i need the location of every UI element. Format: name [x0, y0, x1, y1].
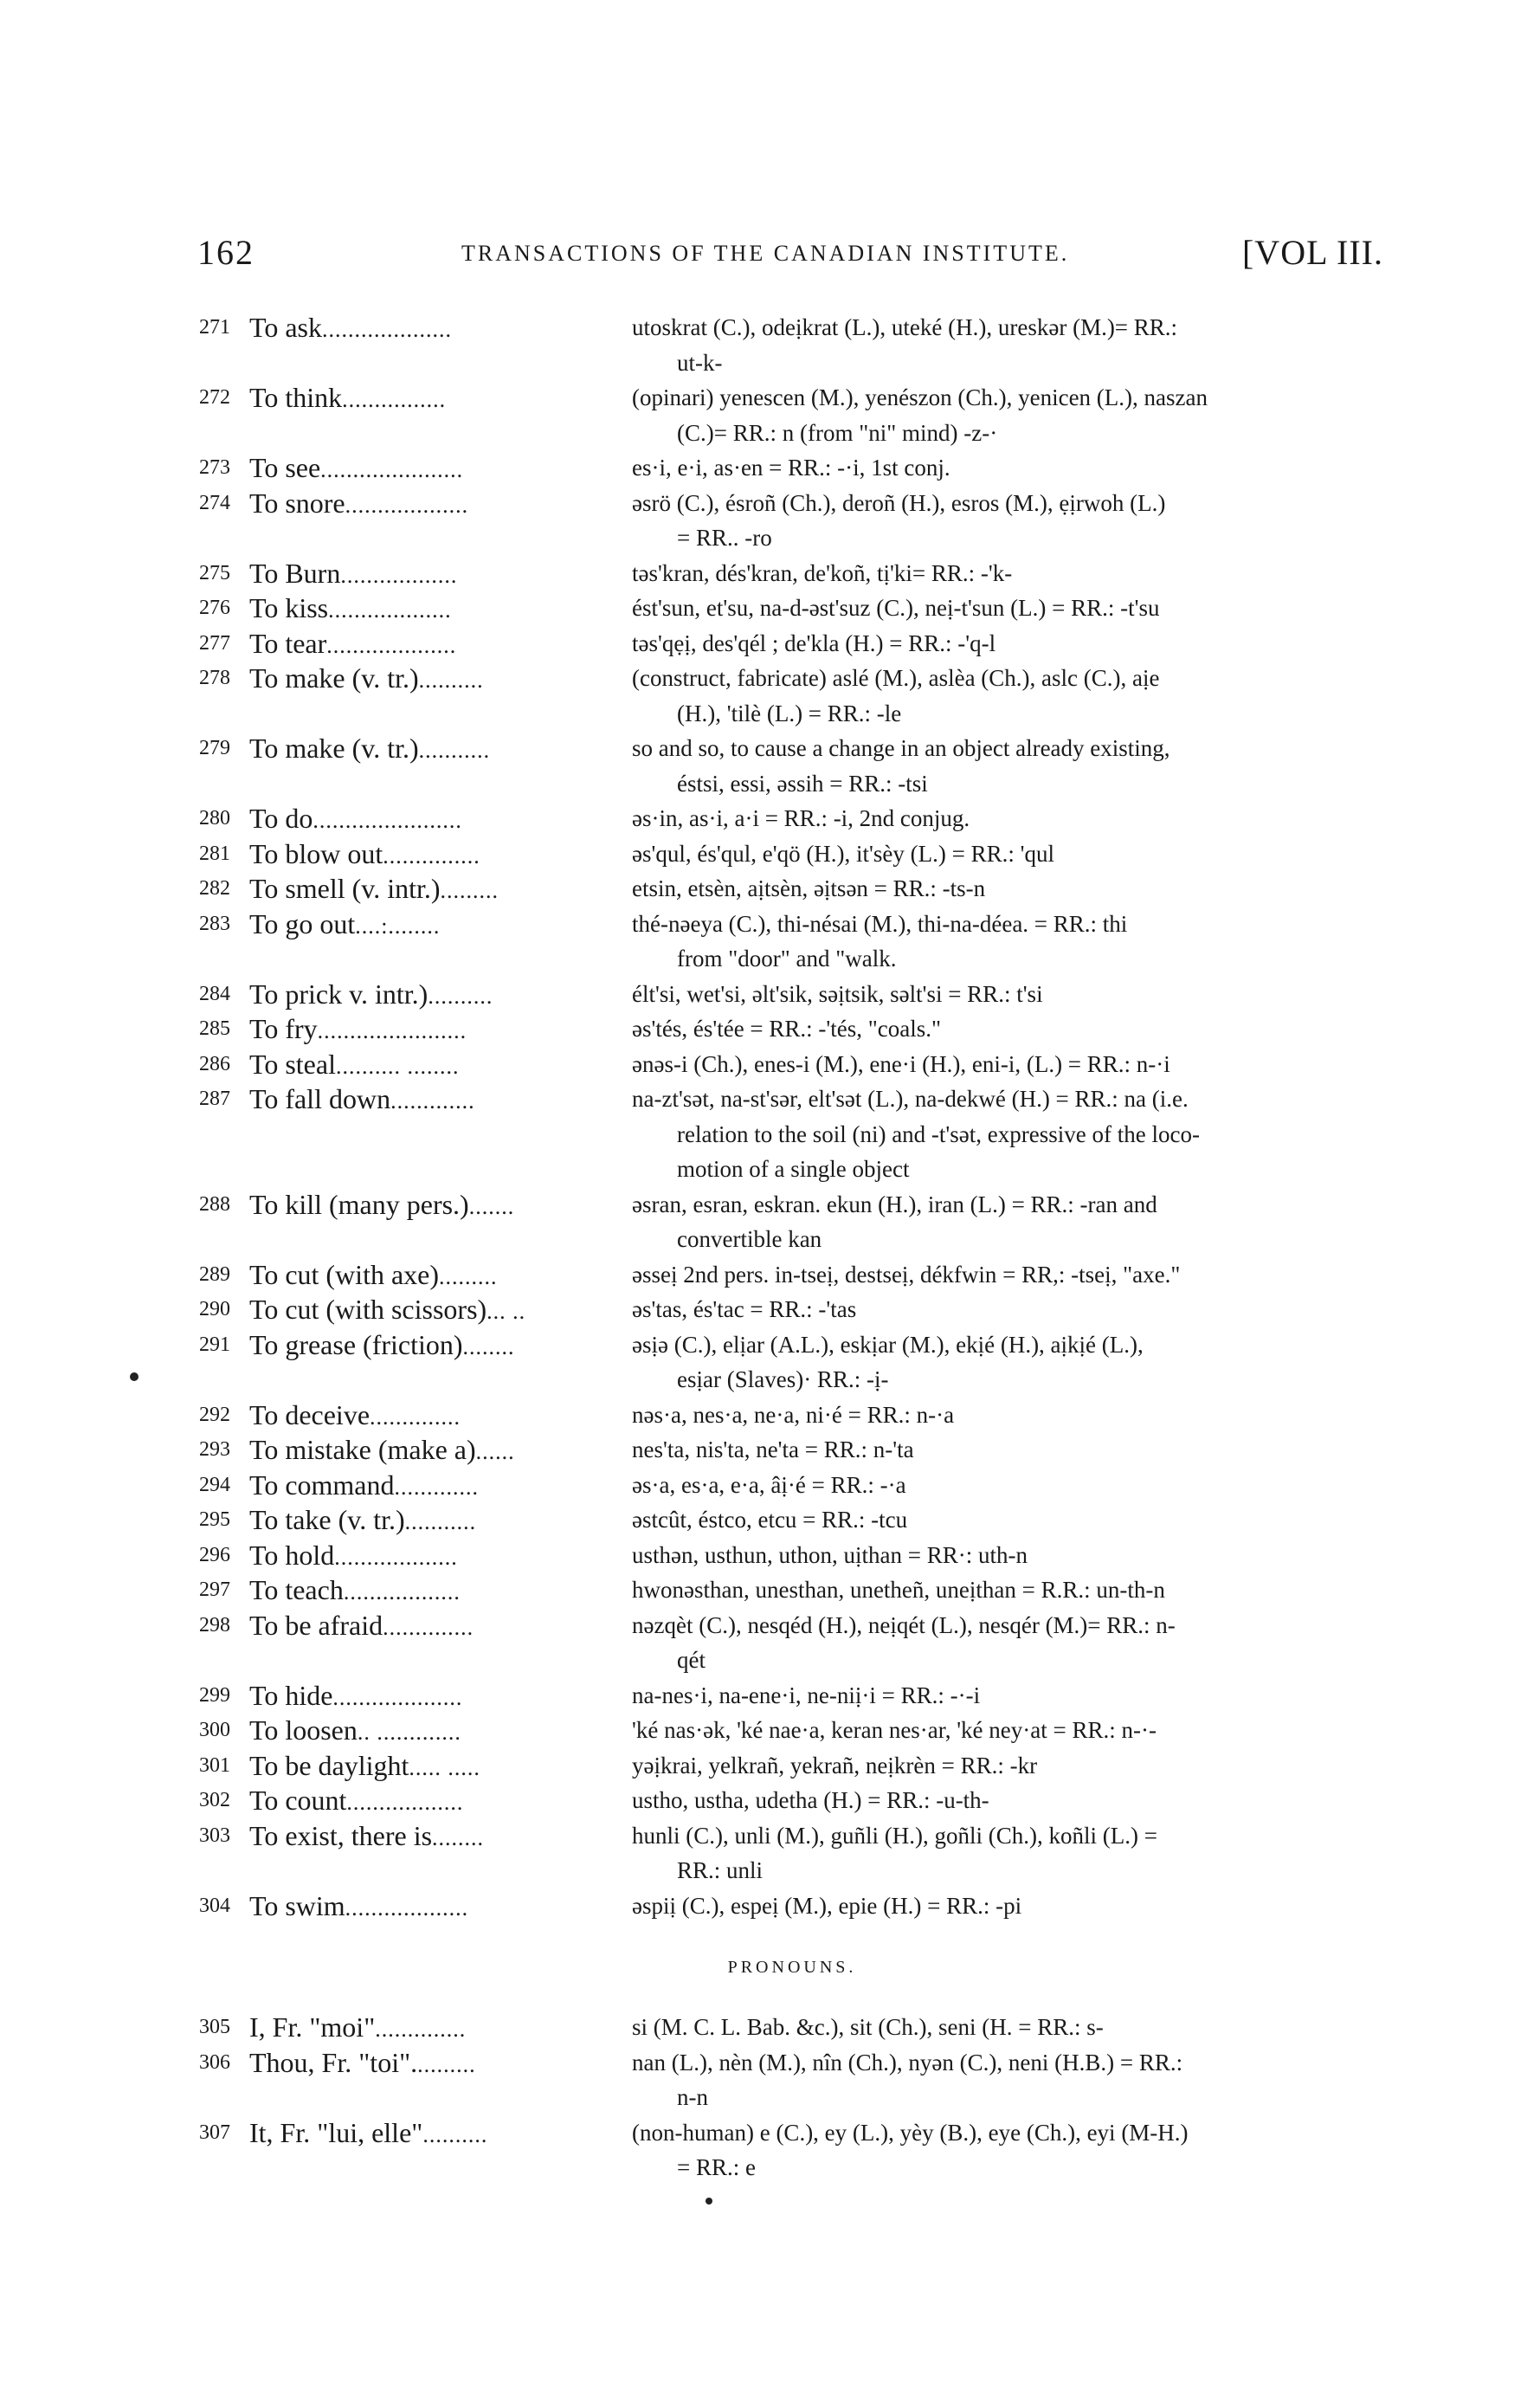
headword-text: To swim: [249, 1889, 345, 1921]
entry-line: [199, 801, 1385, 836]
entry-definition: əs'qul, és'qul, e'qö (H.), it'sèy (L.) = RR.: 'qul: [632, 840, 1054, 867]
entry-headword: [249, 380, 446, 418]
entry-definition: nan (L.), nèn (M.), nîn (Ch.), nyən (C.), neni (H.B.) = RR.:: [632, 2049, 1183, 2076]
entry-headword: [249, 1327, 515, 1365]
entry-line: [199, 310, 1385, 345]
headword-text: To exist, there is: [249, 1819, 433, 1851]
entry-number: 293: [199, 1438, 230, 1461]
entry-definition: hwonəsthan, unesthan, unetheñ, uneịthan = R.R.: un-th-n: [632, 1577, 1165, 1603]
entry-definition: convertible kan: [677, 1226, 822, 1252]
leader-dots: .........: [440, 878, 499, 903]
entry-definition: utoskrat (C.), odeịkrat (L.), uteké (H.), ureskər (M.)= RR.:: [632, 314, 1178, 340]
entry-line: [199, 907, 1385, 942]
entry-headword: [249, 1538, 458, 1576]
entry-definition: ést'sun, et'su, na-d-əst'suz (C.), neị-t'sun (L.) = RR.: -t'su: [632, 595, 1160, 621]
entry-definition: əspiị (C.), espeị (M.), epie (H.) = RR.: -pi: [632, 1892, 1022, 1919]
entry-definition: ut-k-: [677, 349, 723, 376]
entry-number: 272: [199, 386, 230, 409]
leader-dots: ..................: [346, 1790, 464, 1815]
entry-number: 283: [199, 912, 230, 935]
leader-dots: ...............: [383, 842, 480, 868]
headword-text: To Burn: [249, 557, 341, 589]
footer-dot-mark: [706, 2198, 712, 2205]
vocab-entry: [199, 450, 1385, 486]
leader-dots: ..............: [370, 1404, 461, 1430]
entry-definition: si (M. C. L. Bab. &c.), sit (Ch.), seni (H. = RR.: s-: [632, 2014, 1104, 2040]
entry-definition: hunli (C.), unli (M.), guñli (H.), goñli (Ch.), koñli (L.) =: [632, 1822, 1157, 1849]
entry-definition: = RR.: e: [677, 2154, 756, 2180]
entry-definition: əsrö (C.), ésroñ (Ch.), deroñ (H.), esros (M.), ẹịrwoh (L.): [632, 489, 1166, 516]
entry-definition: (C.)= RR.: n (from "ni" mind) -z-·: [677, 419, 998, 446]
entry-line: [199, 2045, 1385, 2081]
leader-dots: ..............: [375, 2017, 467, 2042]
entry-number: 291: [199, 1333, 230, 1356]
headword-text: To prick v. intr.): [249, 978, 428, 1010]
headword-text: To go out: [249, 907, 356, 939]
entry-line: [199, 1818, 1385, 1854]
vocab-entry: [199, 1678, 1385, 1714]
entry-line: [199, 1187, 1385, 1223]
leader-dots: ...................: [345, 1895, 469, 1921]
entry-number: 303: [199, 1824, 230, 1847]
entry-headword: [249, 1257, 498, 1295]
entry-number: 298: [199, 1613, 230, 1637]
entry-line: [199, 1468, 1385, 1503]
entry-line: [199, 977, 1385, 1012]
section-heading-pronouns: PRONOUNS.: [727, 1958, 857, 1977]
vocab-entry: [199, 1327, 1385, 1398]
vocab-entry: [199, 1888, 1385, 1924]
headword-text: To be daylight: [249, 1749, 409, 1781]
entry-definition: əs'tés, és'tée = RR.: -'tés, "coals.": [632, 1016, 942, 1042]
entry-line: [199, 486, 1385, 521]
vocab-entry: [199, 1011, 1385, 1047]
headword-text: To see: [249, 452, 321, 483]
headword-text: To cut (with scissors): [249, 1294, 487, 1325]
entry-headword: [249, 1432, 515, 1470]
page-header: [197, 232, 1383, 284]
leader-dots: ...........: [404, 1509, 477, 1534]
vocab-entry: [199, 1538, 1385, 1573]
leader-dots: ..........: [418, 668, 484, 693]
headword-text: To teach: [249, 1574, 344, 1605]
volume-label: [VOL III.: [1241, 233, 1383, 272]
entry-line: [199, 2115, 1385, 2151]
entry-definition: élt'si, wet'si, əlt'sik, səịtsik, səlt'si = RR.: t'si: [632, 980, 1043, 1007]
entry-continuation-line: [199, 520, 1385, 556]
entry-definition: (construct, fabricate) aslé (M.), aslèa (Ch.), aslc (C.), aịe: [632, 665, 1160, 691]
vocab-entry: [199, 2115, 1385, 2185]
vocab-entry: [199, 1047, 1385, 1082]
vocab-entry: [199, 977, 1385, 1012]
vocab-entry: [199, 907, 1385, 977]
vocab-entry: [199, 1432, 1385, 1468]
vocab-entry: [199, 486, 1385, 556]
entry-headword: [249, 1502, 476, 1540]
entry-headword: [249, 836, 480, 875]
entry-line: [199, 1432, 1385, 1468]
entry-headword: [249, 556, 457, 594]
vocab-entry: [199, 836, 1385, 872]
entry-number: 274: [199, 491, 230, 514]
headword-text: To smell (v. intr.): [249, 873, 441, 904]
entry-definition: etsin, etsèn, aịtsèn, əịtsən = RR.: -ts-n: [632, 875, 986, 901]
entry-definition: thé-nəeya (C.), thi-nésai (M.), thi-na-déea. = RR.: thi: [632, 910, 1128, 937]
entry-number: 273: [199, 456, 230, 479]
entry-number: 284: [199, 982, 230, 1005]
vocab-entry: [199, 1081, 1385, 1187]
entry-continuation-line: [199, 1643, 1385, 1678]
entry-number: 306: [199, 2050, 230, 2074]
leader-dots: ..................: [340, 562, 458, 588]
entry-definition: əs'tas, és'tac = RR.: -'tas: [632, 1296, 857, 1322]
entry-line: [199, 450, 1385, 486]
entry-definition: təs'kran, dés'kran, de'koñ, tị'ki= RR.: -'k-: [632, 559, 1013, 586]
entry-continuation-line: [199, 766, 1385, 802]
headword-text: To loosen: [249, 1714, 358, 1746]
leader-dots: ...................: [334, 1544, 458, 1570]
headword-text: I, Fr. "moi": [249, 2011, 376, 2043]
vocab-entry: [199, 1608, 1385, 1678]
entry-continuation-line: [199, 696, 1385, 732]
vocab-entry: [199, 1783, 1385, 1818]
headword-text: To steal: [249, 1048, 336, 1080]
entry-headword: [249, 1398, 461, 1436]
headword-text: To blow out: [249, 837, 383, 869]
page-number: 162: [197, 233, 255, 272]
headword-text: To ask: [249, 312, 322, 343]
vocab-entry: [199, 591, 1385, 626]
entry-definition: əsseị 2nd pers. in-tseị, destseị, dékfwin = RR,: -tseị, "axe.": [632, 1261, 1181, 1288]
entry-line: [199, 1398, 1385, 1433]
headword-text: To kiss: [249, 592, 329, 623]
vocabulary-list: [199, 310, 1385, 2185]
leader-dots: .......... ........: [335, 1053, 460, 1079]
entry-line: [199, 1081, 1385, 1117]
entry-number: 279: [199, 737, 230, 759]
entry-number: 275: [199, 561, 230, 584]
leader-dots: ......: [475, 1439, 515, 1464]
entry-headword: [249, 450, 463, 488]
vocab-entry: [199, 1713, 1385, 1748]
entry-continuation-line: [199, 2150, 1385, 2185]
entry-continuation-line: [199, 345, 1385, 381]
vocab-entry: [199, 661, 1385, 731]
entry-line: [199, 1292, 1385, 1327]
entry-definition: əstcût, éstco, etcu = RR.: -tcu: [632, 1507, 908, 1533]
headword-text: To grease (friction): [249, 1328, 463, 1360]
entry-number: 278: [199, 667, 230, 689]
entry-number: 280: [199, 807, 230, 830]
entry-headword: [249, 1187, 514, 1225]
entry-line: [199, 1502, 1385, 1538]
entry-definition: əs·a, es·a, e·a, âị·é = RR.: -·a: [632, 1471, 906, 1498]
entry-headword: [249, 661, 484, 699]
entry-definition: (non-human) e (C.), ey (L.), yèy (B.), eye (Ch.), eyi (M-H.): [632, 2119, 1189, 2146]
entry-number: 288: [199, 1192, 230, 1216]
entry-definition: esịar (Slaves)· RR.: -ị-: [677, 1366, 889, 1392]
entry-line: [199, 556, 1385, 591]
headword-text: To mistake (make a): [249, 1434, 476, 1465]
entry-headword: [249, 907, 440, 945]
entry-number: 286: [199, 1052, 230, 1075]
entry-definition: na-zt'sət, na-st'sər, elt'sət (L.), na-dekwé (H.) = RR.: na (i.e.: [632, 1086, 1189, 1112]
leader-dots: ....................: [321, 317, 452, 342]
vocab-entry: [199, 556, 1385, 591]
headword-text: To count: [249, 1785, 347, 1816]
entry-number: 295: [199, 1508, 230, 1531]
vocab-entry: [199, 1818, 1385, 1888]
entry-headword: [249, 1678, 462, 1716]
entry-headword: [249, 1713, 461, 1751]
entry-number: 276: [199, 597, 230, 619]
entry-definition: əsran, esran, eskran. ekun (H.), iran (L.) = RR.: -ran and: [632, 1191, 1157, 1217]
entry-headword: [249, 1292, 525, 1330]
entry-line: [199, 1608, 1385, 1643]
headword-text: To tear: [249, 627, 327, 659]
entry-definition: relation to the soil (ni) and -t'sət, expressive of the loco-: [677, 1120, 1200, 1147]
entry-headword: [249, 2010, 466, 2048]
entry-number: 287: [199, 1088, 230, 1110]
entry-continuation-line: [199, 2080, 1385, 2115]
entry-number: 277: [199, 631, 230, 655]
entry-headword: [249, 1783, 463, 1821]
leader-dots: .........: [439, 1263, 498, 1289]
vocab-entry: [199, 1398, 1385, 1433]
entry-definition: təs'qẹị, des'qél ; de'kla (H.) = RR.: -'q-l: [632, 629, 996, 656]
running-title: TRANSACTIONS OF THE CANADIAN INSTITUTE.: [461, 241, 1070, 266]
entry-headword: [249, 977, 493, 1015]
entry-line: [199, 1257, 1385, 1293]
entry-definition: 'ké nas·ək, 'ké nae·a, keran nes·ar, 'ké ney·at = RR.: n-·-: [632, 1717, 1157, 1743]
entry-definition: na-nes·i, na-ene·i, ne-niị·i = RR.: -·-i: [632, 1682, 981, 1708]
leader-dots: ...................: [328, 597, 452, 623]
entry-headword: [249, 1748, 480, 1786]
entry-definition: ustho, ustha, udetha (H.) = RR.: -u-th-: [632, 1787, 989, 1813]
entry-continuation-line: [199, 1853, 1385, 1888]
entry-number: 296: [199, 1543, 230, 1566]
entry-headword: [249, 1047, 459, 1085]
entry-headword: [249, 310, 452, 348]
entry-headword: [249, 626, 456, 664]
headword-text: To kill (many pers.): [249, 1188, 469, 1220]
vocab-entry: [199, 1468, 1385, 1503]
entry-number: 271: [199, 316, 230, 339]
headword-text: It, Fr. "lui, elle": [249, 2116, 423, 2148]
entry-continuation-line: [199, 1362, 1385, 1398]
entry-number: 301: [199, 1753, 230, 1777]
vocab-entry: [199, 1257, 1385, 1293]
entry-line: [199, 1783, 1385, 1818]
vocab-entry: [199, 1187, 1385, 1257]
entry-definition: əsịə (C.), elịar (A.L.), eskịar (M.), ekịé (H.), aịkịé (L.),: [632, 1331, 1144, 1358]
leader-dots: ........: [432, 1824, 485, 1850]
entry-definition: yəịkrai, yelkrañ, yekrañ, neịkrèn = RR.: -kr: [632, 1752, 1038, 1779]
entry-number: 289: [199, 1262, 230, 1286]
leader-dots: .........: [417, 2051, 476, 2077]
entry-line: [199, 1678, 1385, 1714]
entry-line: [199, 1888, 1385, 1924]
entry-continuation-line: [199, 941, 1385, 977]
leader-dots: ..........: [422, 2121, 488, 2147]
headword-text: To take (v. tr.): [249, 1504, 405, 1535]
entry-definition: éstsi, essi, əssih = RR.: -tsi: [677, 770, 928, 797]
entry-headword: [249, 801, 462, 839]
headword-text: To think: [249, 382, 343, 413]
leader-dots: ..................: [343, 1579, 461, 1604]
entry-line: [199, 1748, 1385, 1784]
entry-definition: qét: [677, 1647, 706, 1673]
entry-definition: (H.), 'tilè (L.) = RR.: -le: [677, 700, 902, 726]
entry-headword: [249, 1081, 475, 1120]
headword-text: To hide: [249, 1679, 333, 1711]
vocab-entry: [199, 871, 1385, 907]
vocab-entry: [199, 380, 1385, 450]
entry-definition: from "door" and "walk.: [677, 946, 897, 972]
vocab-entry: [199, 1292, 1385, 1327]
leader-dots: ....................: [326, 632, 457, 658]
entry-number: 305: [199, 2016, 230, 2038]
entry-line: [199, 1047, 1385, 1082]
leader-dots: ................: [342, 387, 447, 412]
entry-definition: so and so, to cause a change in an object already existing,: [632, 735, 1170, 761]
entry-definition: = RR.. -ro: [677, 525, 772, 551]
entry-line: [199, 836, 1385, 872]
entry-number: 307: [199, 2121, 230, 2144]
headword-text: Thou, Fr. "toi".: [249, 2046, 418, 2078]
headword-text: To hold: [249, 1539, 335, 1571]
entry-definition: nes'ta, nis'ta, ne'ta = RR.: n-'ta: [632, 1436, 914, 1462]
leader-dots: .............: [390, 1088, 475, 1114]
headword-text: To make (v. tr.): [249, 733, 419, 764]
entry-line: [199, 661, 1385, 696]
entry-definition: RR.: unli: [677, 1857, 764, 1883]
entry-line: [199, 2010, 1385, 2045]
entry-headword: [249, 1572, 461, 1611]
entry-headword: [249, 1888, 468, 1927]
entry-number: 294: [199, 1473, 230, 1496]
leader-dots: .. .............: [357, 1720, 461, 1745]
leader-dots: ....................: [332, 1684, 463, 1710]
entry-continuation-line: [199, 416, 1385, 451]
leader-dots: .............: [394, 1474, 479, 1500]
entry-line: [199, 871, 1385, 907]
entry-line: [199, 1572, 1385, 1608]
entry-line: [199, 380, 1385, 416]
leader-dots: ..............: [383, 1614, 474, 1640]
entry-number: 297: [199, 1578, 230, 1601]
entry-headword: [249, 486, 468, 524]
headword-text: To cut (with axe): [249, 1258, 440, 1290]
entry-number: 285: [199, 1017, 230, 1040]
entry-continuation-line: [199, 1222, 1385, 1257]
entry-line: [199, 1713, 1385, 1748]
vocab-entry: [199, 2045, 1385, 2115]
entry-line: [199, 731, 1385, 766]
leader-dots: ......................: [320, 457, 464, 482]
leader-dots: ........: [462, 1333, 515, 1359]
leader-dots: ...........: [418, 738, 491, 763]
entry-number: 290: [199, 1298, 230, 1320]
entry-headword: [249, 1468, 479, 1506]
headword-text: To be afraid: [249, 1609, 383, 1641]
entry-headword: [249, 2045, 476, 2083]
entry-headword: [249, 1011, 467, 1049]
vocab-entry: [199, 2010, 1385, 2045]
entry-number: 292: [199, 1403, 230, 1426]
leader-dots: ...................: [345, 492, 469, 518]
entry-continuation-line: [199, 1152, 1385, 1187]
vocab-entry: [199, 310, 1385, 380]
leader-dots: ....:........: [355, 913, 441, 939]
headword-text: To fall down: [249, 1083, 391, 1114]
headword-text: To make (v. tr.): [249, 662, 419, 694]
leader-dots: .......................: [317, 1018, 467, 1043]
entry-continuation-line: [199, 1117, 1385, 1152]
entry-headword: [249, 591, 452, 629]
entry-definition: əs·in, as·i, a·i = RR.: -i, 2nd conjug.: [632, 805, 970, 831]
leader-dots: ... ..: [486, 1299, 526, 1324]
vocab-entry: [199, 1572, 1385, 1608]
headword-text: To command: [249, 1469, 395, 1501]
vocab-entry: [199, 801, 1385, 836]
entry-number: 282: [199, 877, 230, 900]
headword-text: To do: [249, 803, 313, 834]
vocab-entry: [199, 1748, 1385, 1784]
entry-number: 302: [199, 1789, 230, 1811]
entry-line: [199, 1538, 1385, 1573]
entry-number: 300: [199, 1719, 230, 1741]
vocab-entry: [199, 626, 1385, 662]
headword-text: To snore: [249, 487, 345, 519]
entry-headword: [249, 1608, 474, 1646]
entry-definition: (opinari) yenescen (M.), yenészon (Ch.), yenicen (L.), naszan: [632, 384, 1208, 410]
entry-headword: [249, 731, 490, 769]
leader-dots: .......................: [313, 808, 462, 833]
entry-number: 304: [199, 1894, 230, 1917]
entry-definition: motion of a single object: [677, 1156, 910, 1182]
margin-dot-mark: [130, 1372, 139, 1381]
entry-line: [199, 591, 1385, 626]
headword-text: To deceive: [249, 1398, 371, 1430]
entry-definition: n-n: [677, 2084, 708, 2110]
entry-line: [199, 1011, 1385, 1047]
vocab-entry: [199, 1502, 1385, 1538]
entry-definition: ənəs-i (Ch.), enes-i (M.), ene·i (H.), eni-i, (L.) = RR.: n-·i: [632, 1050, 1170, 1077]
entry-headword: [249, 1818, 484, 1856]
vocab-entry: [199, 731, 1385, 801]
entry-definition: nəzqèt (C.), nesqéd (H.), neịqét (L.), nesqér (M.)= RR.: n-: [632, 1611, 1176, 1638]
entry-line: [199, 1327, 1385, 1363]
headword-text: To fry: [249, 1013, 318, 1044]
leader-dots: ..... .....: [409, 1754, 480, 1780]
entry-line: [199, 626, 1385, 662]
entry-headword: [249, 871, 499, 909]
entry-headword: [249, 2115, 487, 2153]
entry-definition: usthən, usthun, uthon, uịthan = RR·: uth-n: [632, 1541, 1028, 1568]
leader-dots: ..........: [428, 983, 493, 1009]
entry-definition: nəs·a, nes·a, ne·a, ni·é = RR.: n-·a: [632, 1401, 955, 1428]
entry-number: 299: [199, 1683, 230, 1707]
leader-dots: .......: [468, 1193, 515, 1219]
entry-number: 281: [199, 842, 230, 865]
entry-definition: es·i, e·i, as·en = RR.: -·i, 1st conj.: [632, 455, 950, 481]
